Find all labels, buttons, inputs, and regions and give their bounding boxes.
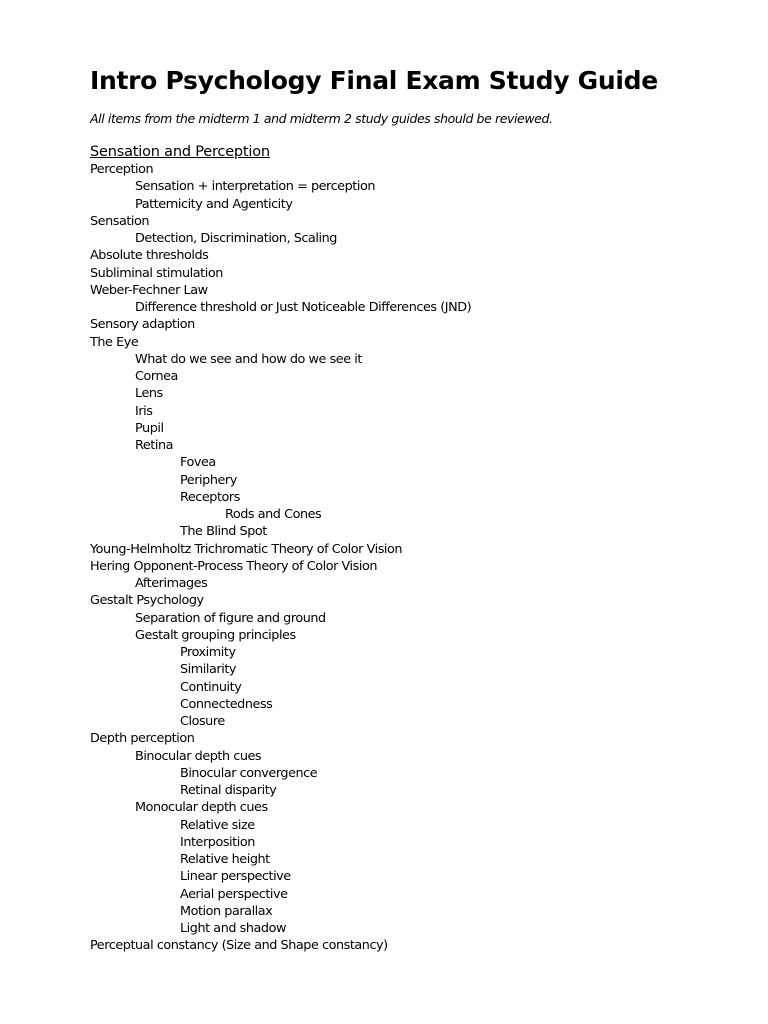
outline-item: Perception	[90, 162, 154, 177]
outline-item: Relative height	[180, 852, 270, 867]
outline-item: Relative size	[180, 817, 255, 833]
outline-item: Separation of figure and ground	[135, 610, 326, 626]
outline-item: Difference threshold or Just Noticeable Differences (JND)	[135, 300, 472, 315]
outline-item: Iris	[135, 403, 153, 419]
outline-item: Depth perception	[90, 731, 195, 747]
outline-item: Linear perspective	[180, 869, 291, 885]
outline-item: Absolute thresholds	[90, 248, 209, 264]
outline-item: Perceptual constancy (Size and Shape constancy)	[90, 938, 388, 954]
review-note: All items from the midterm 1 and midterm 2 study guides should be reviewed.	[90, 111, 553, 126]
outline-item: The Eye	[90, 334, 139, 350]
outline-item: Young-Helmholtz Trichromatic Theory of Color Vision	[90, 541, 403, 557]
outline-item: Closure	[180, 714, 225, 729]
outline-item: Aerial perspective	[180, 886, 288, 902]
outline-item: Light and shadow	[180, 921, 286, 936]
outline-item: Continuity	[180, 679, 242, 695]
outline-item: Binocular convergence	[180, 765, 318, 781]
outline-item: Fovea	[180, 455, 216, 471]
outline-item: Detection, Discrimination, Scaling	[135, 231, 337, 246]
outline-item: Patternicity and Agenticity	[135, 196, 293, 212]
outline-item: Monocular depth cues	[135, 800, 268, 816]
outline-item: Motion parallax	[180, 903, 273, 919]
outline-item: Hering Opponent-Process Theory of Color Vision	[90, 558, 378, 574]
outline-item: Gestalt Psychology	[90, 593, 204, 609]
outline-item: Subliminal stimulation	[90, 265, 223, 281]
outline-item: Sensory adaption	[90, 317, 195, 333]
section-heading: Sensation and Perception	[90, 144, 270, 160]
outline-item: Cornea	[135, 369, 178, 384]
outline-item: The Blind Spot	[180, 524, 267, 540]
outline-item: What do we see and how do we see it	[135, 351, 362, 367]
outline-item: Sensation	[90, 213, 150, 229]
topic-outline	[90, 161, 730, 955]
outline-item: Pupil	[135, 420, 164, 436]
outline-item: Weber-Fechner Law	[90, 282, 208, 298]
outline-item: Afterimages	[135, 576, 208, 591]
outline-item: Lens	[135, 386, 163, 402]
outline-item: Gestalt grouping principles	[135, 627, 296, 643]
outline-item: Similarity	[180, 662, 237, 678]
outline-item: Sensation + interpretation = perception	[135, 179, 375, 195]
outline-item: Binocular depth cues	[135, 748, 262, 764]
outline-item: Receptors	[180, 489, 240, 505]
outline-item: Connectedness	[180, 696, 273, 712]
outline-item: Retinal disparity	[180, 783, 277, 798]
outline-item: Proximity	[180, 645, 236, 660]
outline-item: Periphery	[180, 472, 237, 488]
outline-item: Interposition	[180, 834, 255, 850]
outline-item: Retina	[135, 438, 174, 453]
outline-item: Rods and Cones	[225, 507, 322, 522]
document-page	[90, 64, 730, 955]
document-title: Intro Psychology Final Exam Study Guide	[90, 66, 658, 95]
